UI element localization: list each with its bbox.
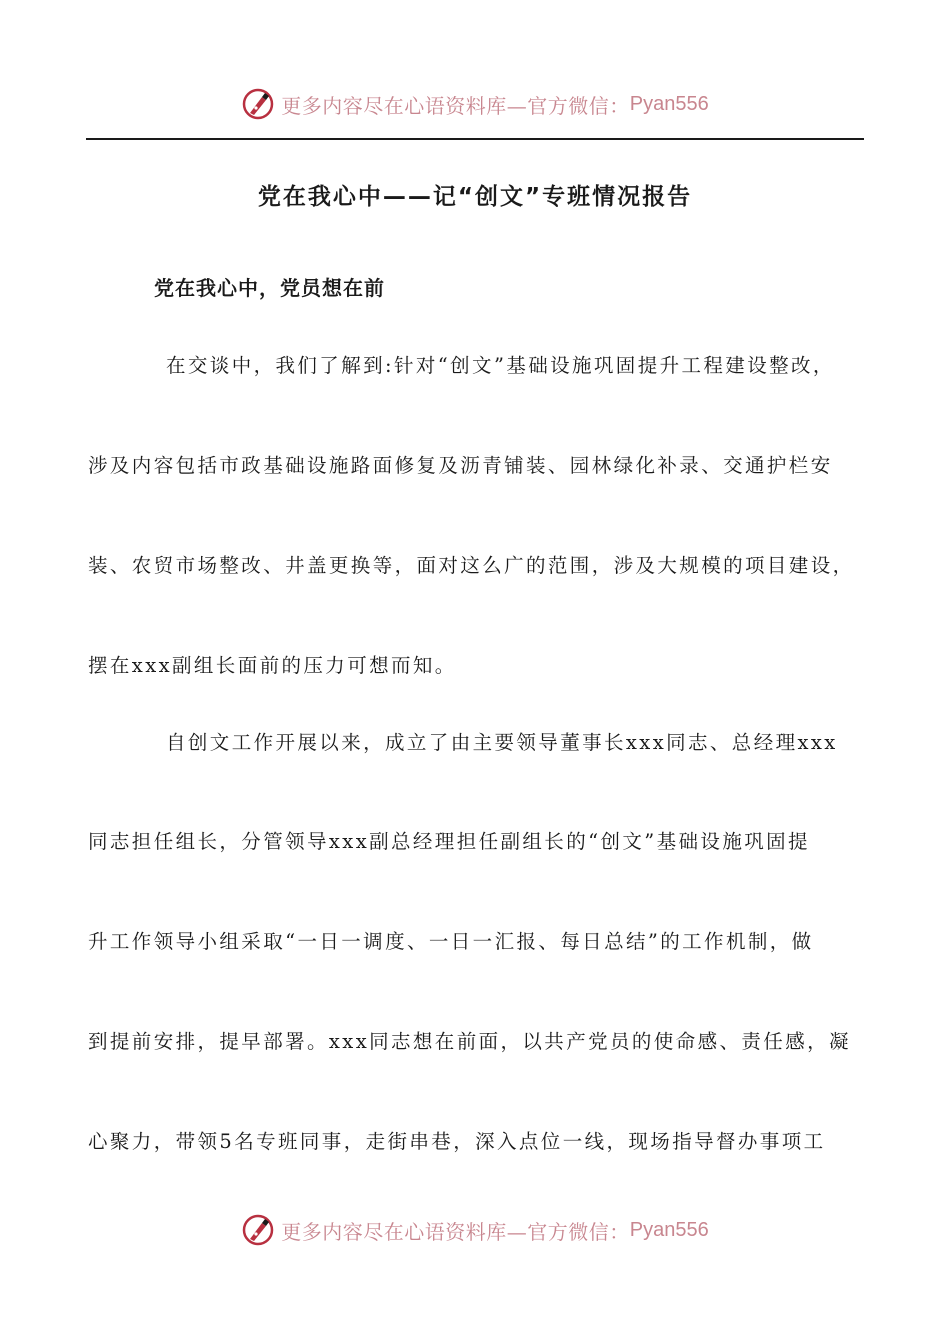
banner-text: 更多内容尽在心语资料库—官方微信： <box>281 1219 630 1244</box>
body-line: 升工作领导小组采取“一日一调度、一日一汇报、每日总结”的工作机制，做 <box>88 930 814 953</box>
body-line: 心聚力，带领5名专班同事，走街串巷，深入点位一线，现场指导督办事项工 <box>88 1130 826 1153</box>
body-line: 在交谈中，我们了解到:针对“创文”基础设施巩固提升工程建设整改， <box>166 354 835 377</box>
section-heading: 党在我心中，党员想在前 <box>154 276 385 300</box>
pen-nib-logo-icon <box>241 1213 275 1247</box>
body-line: 装、农贸市场整改、井盖更换等，面对这么广的范围，涉及大规模的项目建设， <box>88 554 855 577</box>
banner-text: 更多内容尽在心语资料库—官方微信： <box>281 93 630 118</box>
banner-wechat-id: Pyan556 <box>629 92 709 115</box>
body-line: 到提前安排，提早部署。xxx同志想在前面，以共产党员的使命感、责任感，凝 <box>88 1030 851 1053</box>
header-watermark-banner <box>0 84 950 124</box>
document-title: 党在我心中——记“创文”专班情况报告 <box>257 184 693 210</box>
pen-nib-logo-icon <box>241 87 275 121</box>
header-divider <box>86 138 864 140</box>
body-line: 摆在xxx副组长面前的压力可想而知。 <box>88 654 457 677</box>
banner-wechat-id: Pyan556 <box>629 1218 709 1241</box>
body-line: 自创文工作开展以来，成立了由主要领导董事长xxx同志、总经理xxx <box>166 731 838 754</box>
body-line: 涉及内容包括市政基础设施路面修复及沥青铺装、园林绿化补录、交通护栏安 <box>88 454 833 477</box>
body-line: 同志担任组长，分管领导xxx副总经理担任副组长的“创文”基础设施巩固提 <box>88 830 810 853</box>
footer-watermark-banner <box>0 1210 950 1250</box>
